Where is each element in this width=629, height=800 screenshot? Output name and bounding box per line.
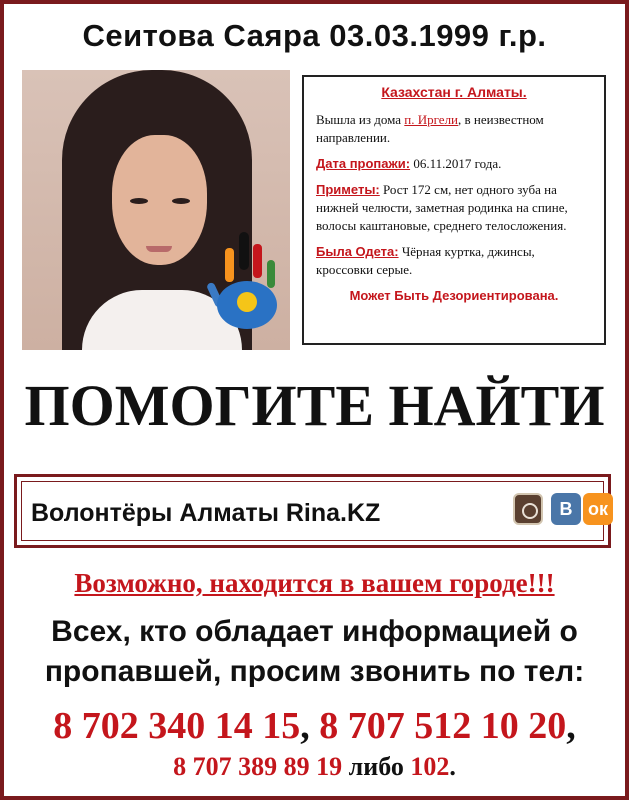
phone-number-emergency[interactable]: 102 xyxy=(410,752,450,781)
volunteers-banner xyxy=(14,474,611,548)
info-signs xyxy=(316,181,592,235)
info-signs-value: Рост 172 см, нет одного зуба на нижней челюсти, заметная родинка на спине, волосы каштановые, среднего телосложения. xyxy=(316,182,568,233)
info-dressed-label: Была Одета: xyxy=(316,244,399,259)
phone-number-1[interactable]: 8 702 340 14 15 xyxy=(53,705,301,747)
info-disoriented: Может Быть Дезориентирована. xyxy=(349,288,559,303)
info-left-place: п. Иргели xyxy=(404,112,459,127)
info-date xyxy=(316,155,592,173)
appeal-line2: пропавшей, просим звонить по тел: xyxy=(44,655,585,688)
hand-logo-icon xyxy=(207,230,287,345)
help-find-heading: ПОМОГИТЕ НАЙТИ xyxy=(24,373,605,438)
photo-eye-left xyxy=(130,198,148,204)
phone-or-text: либо xyxy=(342,752,411,781)
info-dressed-value: Чёрная куртка, джинсы, кроссовки серые. xyxy=(316,244,535,277)
info-left-post: , в неизвестном направлении. xyxy=(316,112,544,145)
page-title: Сеитова Саяра 03.03.1999 г.р. xyxy=(82,18,547,53)
instagram-lens xyxy=(522,503,538,519)
info-left-home xyxy=(316,111,592,147)
appeal-line1: Всех, кто обладает информацией о xyxy=(51,615,578,648)
info-signs-label: Приметы: xyxy=(316,182,380,197)
photo-eye-right xyxy=(172,198,190,204)
phone-line-1 xyxy=(0,704,629,748)
photo-mouth xyxy=(146,246,172,252)
phone-line-2 xyxy=(0,752,629,782)
missing-person-photo xyxy=(22,70,290,350)
appeal-text xyxy=(0,612,629,692)
info-left-pre: Вышла из дома xyxy=(316,112,405,127)
maybe-in-your-city: Возможно, находится в вашем городе!!! xyxy=(74,568,555,598)
phone-end-dot: . xyxy=(449,752,456,781)
phone-separator-2: , xyxy=(566,705,576,747)
odnoklassniki-icon[interactable]: ок xyxy=(583,493,613,525)
info-dressed xyxy=(316,243,592,279)
info-date-value: 06.11.2017 года. xyxy=(410,156,502,171)
volunteers-label: Волонтёры Алматы Rina.KZ xyxy=(31,499,381,527)
vk-icon[interactable]: В xyxy=(551,493,581,525)
phone-separator-1: , xyxy=(300,705,320,747)
instagram-icon[interactable] xyxy=(513,493,543,525)
info-box xyxy=(302,75,606,345)
phone-number-2[interactable]: 8 707 512 10 20 xyxy=(319,705,567,747)
info-date-label: Дата пропажи: xyxy=(316,156,411,171)
info-city: Казахстан г. Алматы. xyxy=(381,84,527,100)
phone-number-3[interactable]: 8 707 389 89 19 xyxy=(173,752,343,781)
